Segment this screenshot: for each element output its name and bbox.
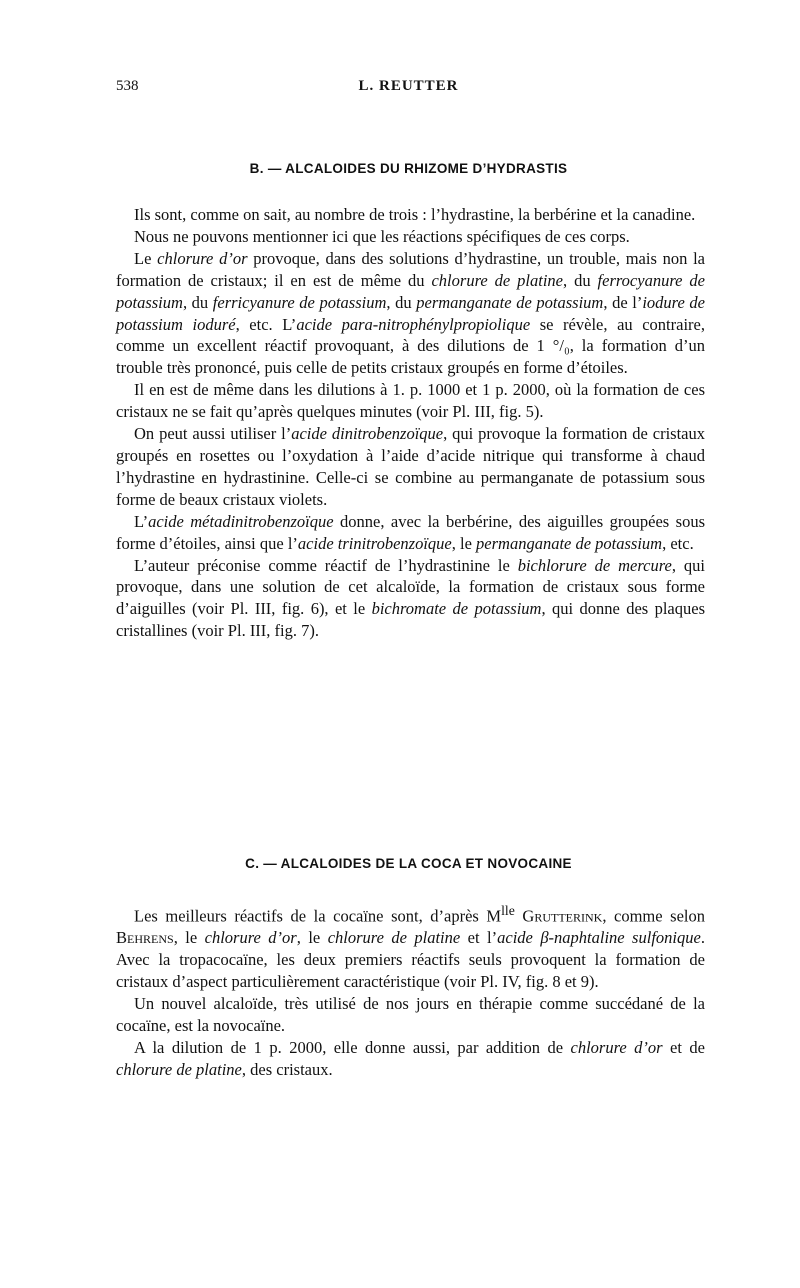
paragraph: Un nouvel alcaloïde, très utilisé de nos jours en thérapie comme succédané de la cocaïne, est la novocaïne. <box>116 994 705 1036</box>
section-b-body <box>116 204 705 642</box>
paragraph: Nous ne pouvons mentionner ici que les réactions spécifiques de ces corps. <box>134 226 630 246</box>
paragraph: A la dilution de 1 p. 2000, elle donne aussi, par addition de chlorure d’or et de chlorure de platine, des cristaux. <box>116 1037 705 1079</box>
section-b-heading: B. — ALCALOIDES DU RHIZOME D’HYDRASTIS <box>249 161 568 176</box>
page-header <box>116 78 701 102</box>
paragraph: Il en est de même dans les dilutions à 1. p. 1000 et 1 p. 2000, où la formation de ces cristaux ne se fait qu’après quelques minutes (voir Pl. III, fig. 5). <box>116 380 705 422</box>
page-number: 538 <box>116 78 139 94</box>
paragraph: L’auteur préconise comme réactif de l’hydrastinine le bichlorure de mercure, qui provoque, dans une solution de cet alcaloïde, la formation de cristaux sous forme d’aiguilles (voir Pl. III, fig. 6), et le bichromate de potassium, qui donne des plaques cristallines (voir Pl. III, fig. 7). <box>116 555 706 641</box>
paragraph: Ils sont, comme on sait, au nombre de trois : l’hydrastine, la berbérine et la canadine. <box>134 205 696 224</box>
section-c-body <box>116 900 705 1081</box>
section-c-heading: C. — ALCALOIDES DE LA COCA ET NOVOCAINE <box>245 856 572 871</box>
paragraph: L’acide métadinitrobenzoïque donne, avec la berbérine, des aiguilles groupées sous forme d’étoiles, ainsi que l’acide trinitrobenzoïque, le permanganate de potassium, etc. <box>116 511 705 553</box>
paragraph: On peut aussi utiliser l’acide dinitrobenzoïque, qui provoque la formation de cristaux groupés en rosettes ou l’oxydation à l’aide d’acide nitrique qui transforme à chaud l’hydrastine en hydrastinine. Celle-ci se combine au permanganate de potassium sous forme de beaux cristaux violets. <box>116 424 706 509</box>
paragraph: Le chlorure d’or provoque, dans des solutions d’hydrastine, un trouble, mais non la formation de cristaux; il en est de même du chlorure de platine, du ferrocyanure de potassium, du ferricyanure de potassium, du permanganate de potassium, de l’iodure de potassium ioduré, etc. L’acide para-nitrophénylpropiolique se révèle, au contraire, comme un excellent réactif provoquant, à des dilutions de 1 °/₀, la formation d’un trouble très prononcé, puis celle de petits cristaux groupés en forme d’étoiles. <box>116 248 706 378</box>
paragraph: Les meilleurs réactifs de la cocaïne sont, d’après $M^{lle}$ Grutterink, comme selon Behrens, le chlorure d’or, le chlorure de platine et l’acide β-naphtaline sulfonique. Avec la tropacocaïne, les deux premiers réactifs seuls provoquent la formation de cristaux d’aspect particulièrement caractéristique (voir Pl. IV, fig. 8 et 9). <box>116 903 705 992</box>
running-title: L. REUTTER <box>358 78 459 94</box>
